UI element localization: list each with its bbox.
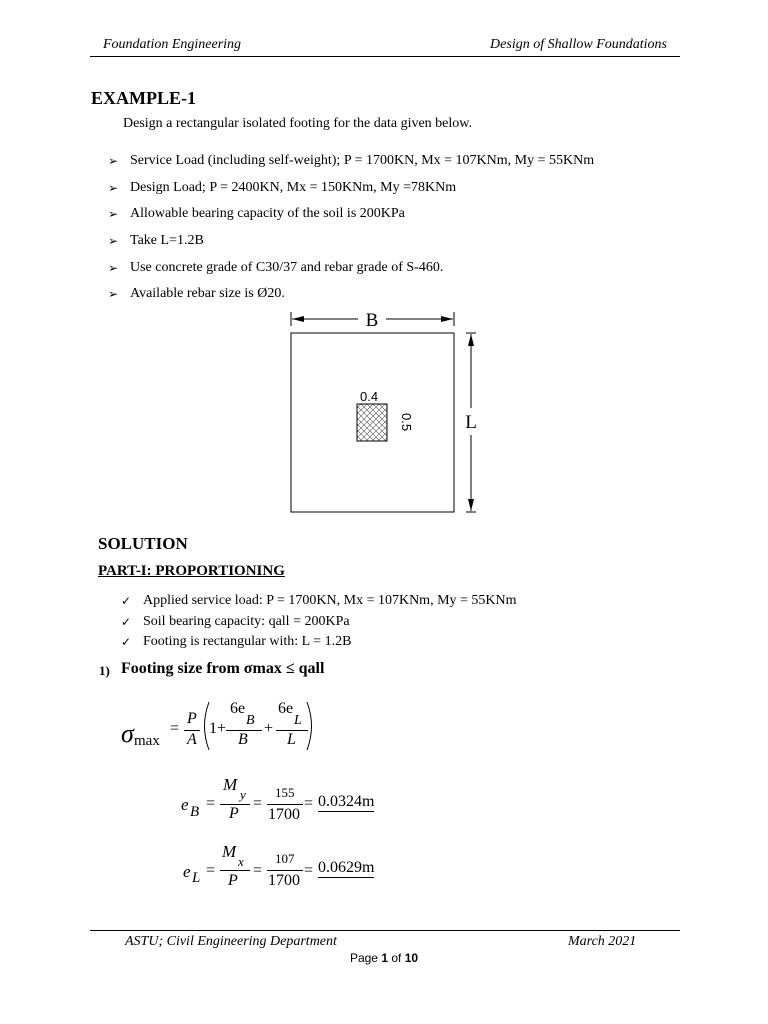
- l-subscript: L: [294, 713, 302, 728]
- list-item: ➢ Take L=1.2B: [108, 233, 204, 249]
- list-item: ➢ Design Load; P = 2400KN, Mx = 150KNm, My =78KNm: [108, 179, 457, 195]
- page-number: Page 1 of 10: [349, 951, 419, 965]
- one-plus: 1+: [209, 720, 227, 737]
- denominator-l: L: [287, 731, 296, 748]
- arrow-bullet-icon: ➢: [108, 287, 119, 302]
- el-value-numerator: 107: [275, 851, 295, 866]
- el-value-denominator: 1700: [268, 872, 300, 889]
- plus-sign: +: [264, 720, 274, 737]
- eb-symbol: e: [181, 795, 189, 814]
- sigma-symbol: σ: [121, 719, 134, 748]
- step-number: 1): [99, 663, 110, 678]
- example-bullets: [108, 152, 594, 312]
- arrow-bullet-icon: ➢: [108, 154, 119, 168]
- el-result: 0.0629m: [318, 859, 375, 876]
- el-numerator-m: M: [222, 842, 237, 861]
- eb-denominator-p: P: [229, 805, 239, 822]
- check-icon: ✓: [121, 614, 132, 629]
- header-rule: [90, 56, 680, 57]
- right-paren-icon: [305, 700, 317, 752]
- equals-sign: =: [206, 862, 216, 879]
- eb-numerator-sub: y: [240, 787, 246, 802]
- example-intro: Design a rectangular isolated footing for the data given below.: [123, 116, 472, 131]
- column-depth-label: 0.5: [399, 413, 414, 432]
- column-hatched: [357, 404, 387, 441]
- el-subscript: L: [192, 870, 201, 886]
- b-subscript: B: [246, 713, 255, 728]
- el-numerator-sub: x: [238, 854, 244, 869]
- column-width-label: 0.4: [360, 389, 379, 404]
- footer-left: ASTU; Civil Engineering Department: [125, 934, 337, 949]
- header-right: Design of Shallow Foundations: [490, 37, 667, 52]
- el-symbol: e: [183, 862, 191, 881]
- list-item: ✓ Soil bearing capacity: qall = 200KPa: [121, 613, 350, 629]
- eb-numerator-m: M: [223, 775, 238, 794]
- footer-rule: [90, 930, 680, 931]
- fraction-bar: [267, 804, 303, 805]
- six-e-l: 6e: [278, 700, 294, 717]
- arrow-bullet-icon: ➢: [108, 234, 119, 249]
- el-denominator-p: P: [228, 872, 238, 889]
- label-b: B: [365, 310, 379, 331]
- arrow-bullet-icon: ➢: [108, 180, 119, 195]
- check-icon: ✓: [121, 594, 132, 608]
- example-title: EXAMPLE-1: [91, 88, 196, 108]
- numerator-p: P: [187, 710, 197, 727]
- arrow-bullet-icon: ➢: [108, 260, 119, 275]
- solution-title: SOLUTION: [98, 534, 188, 553]
- footing-plan-figure: [280, 305, 490, 520]
- arrow-down-icon: [468, 499, 474, 511]
- eb-subscript: B: [190, 804, 200, 820]
- eb-result: 0.0324m: [318, 793, 375, 810]
- footer-right: March 2021: [568, 934, 637, 949]
- part-title: PART-I: PROPORTIONING: [98, 563, 285, 579]
- fraction-bar: [220, 870, 250, 871]
- solution-checks: [121, 592, 517, 654]
- list-item: ✓ Footing is rectangular with: L = 1.2B: [121, 634, 352, 649]
- eb-value-denominator: 1700: [268, 806, 300, 823]
- equals-sign: =: [304, 795, 314, 812]
- check-icon: ✓: [121, 635, 132, 649]
- six-e-b: 6e: [230, 700, 246, 717]
- denominator-a: A: [187, 731, 197, 748]
- list-item: ➢ Allowable bearing capacity of the soil is 200KPa: [108, 206, 405, 222]
- header-left: Foundation Engineering: [103, 37, 242, 52]
- arrow-up-icon: [468, 334, 474, 346]
- sigma-subscript: max: [134, 733, 160, 749]
- step-title: Footing size from σmax ≤ qall: [121, 660, 325, 677]
- equals-sign: =: [253, 795, 263, 812]
- equals-sign: =: [304, 862, 314, 879]
- equals-sign: =: [170, 720, 180, 737]
- equals-sign: =: [206, 795, 216, 812]
- denominator-b: B: [238, 731, 248, 748]
- fraction-bar: [267, 870, 303, 871]
- label-l: L: [465, 412, 477, 433]
- eb-value-numerator: 155: [275, 785, 295, 800]
- list-item: ➢ Use concrete grade of C30/37 and rebar grade of S-460.: [108, 259, 444, 275]
- list-item: ➢ Available rebar size is Ø20.: [108, 286, 285, 302]
- arrow-left-icon: [292, 316, 304, 322]
- list-item: ➢ Service Load (including self-weight); P = 1700KN, Mx = 107KNm, My = 55KNm: [108, 153, 595, 168]
- equals-sign: =: [253, 862, 263, 879]
- arrow-right-icon: [441, 316, 453, 322]
- arrow-bullet-icon: ➢: [108, 207, 119, 222]
- list-item: ✓ Applied service load: P = 1700KN, Mx = 107KNm, My = 55KNm: [121, 593, 517, 608]
